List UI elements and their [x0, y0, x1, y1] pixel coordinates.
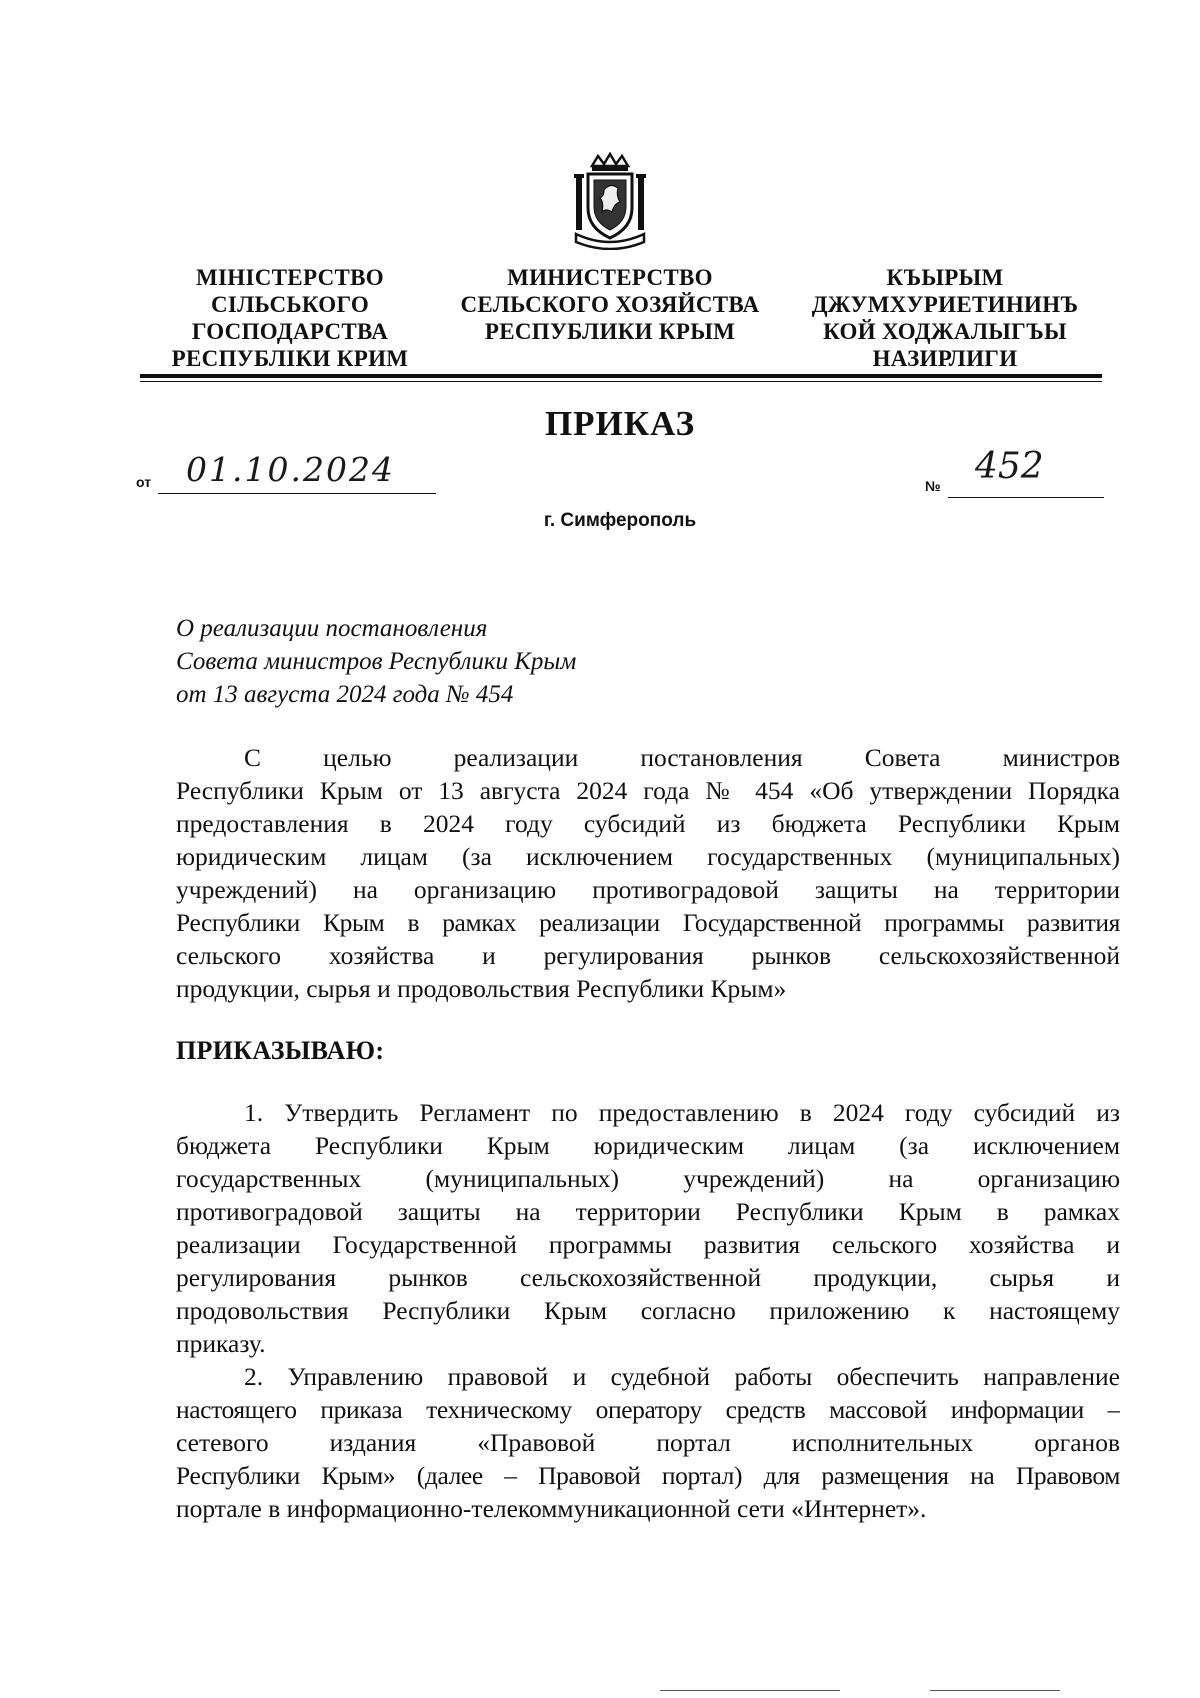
- paragraph-line: регулирования рынков сельскохозяйственной продукции, сырья и: [176, 1263, 1120, 1292]
- ministry-name-crimean-tatar: [800, 264, 1090, 372]
- ministry-ua-line: ГОСПОДАРСТВА: [191, 319, 389, 344]
- paragraph-line: сетевого издания «Правовой портал исполнительных органов: [176, 1428, 1120, 1457]
- ministry-ru-line: СЕЛЬСКОГО ХОЗЯЙСТВА: [460, 292, 760, 317]
- paragraph-line: продовольствия Республики Крым согласно приложению к настоящему: [176, 1296, 1120, 1325]
- subject-line: от 13 августа 2024 года № 454: [176, 681, 514, 708]
- date-underline: [158, 493, 436, 494]
- paragraph-line: предоставления в 2024 году субсидий из бюджета Республики Крым: [176, 809, 1120, 838]
- paragraph-line: бюджета Республики Крым юридическим лицам (за исключением: [176, 1131, 1120, 1160]
- ministry-ua-line: МІНІСТЕРСТВО: [196, 265, 384, 290]
- paragraph-line: сельского хозяйства и регулирования рынков сельскохозяйственной: [176, 941, 1120, 970]
- paragraph-line: приказу.: [176, 1329, 266, 1358]
- paragraph-line: учреждений) на организацию противоградовой защиты на территории: [176, 875, 1120, 904]
- footer-rule: [930, 1690, 1060, 1691]
- paragraph-line: Республики Крым в рамках реализации Государственной программы развития: [176, 908, 1120, 937]
- footer-rule: [660, 1690, 840, 1691]
- ministry-name-russian: [455, 264, 765, 345]
- ministry-ct-line: ДЖУМХУРИЕТИНИНЪ: [811, 292, 1079, 317]
- paragraph-line: реализации Государственной программы развития сельского хозяйства и: [176, 1230, 1120, 1259]
- header-divider-thin: [140, 381, 1102, 382]
- order-item-1: [176, 1096, 1120, 1360]
- header-divider-thick: [140, 374, 1102, 378]
- coat-of-arms-emblem: [570, 152, 650, 250]
- ministry-ua-line: СІЛЬСЬКОГО: [210, 292, 370, 317]
- number-label: №: [925, 478, 941, 494]
- document-title: ПРИКАЗ: [544, 404, 696, 443]
- ministry-ua-line: РЕСПУБЛІКИ КРИМ: [171, 346, 409, 371]
- paragraph-line: юридическим лицам (за исключением государственных (муниципальных): [176, 842, 1120, 871]
- city-name: г. Симферополь: [543, 510, 697, 531]
- date-label: от: [136, 474, 152, 490]
- paragraph-line: противоградовой защиты на территории Республики Крым в рамках: [176, 1197, 1120, 1226]
- paragraph-line: Республики Крым» (далее – Правовой портал) для размещения на Правовом: [176, 1461, 1120, 1490]
- ministry-ct-line: КОЙ ХОДЖАЛЫГЪЫ: [823, 319, 1067, 344]
- paragraph-line: 1. Утвердить Регламент по предоставлению в 2024 году субсидий из: [244, 1098, 1120, 1127]
- order-heading: ПРИКАЗЫВАЮ:: [176, 1036, 385, 1065]
- subject-line: О реализации постановления: [176, 615, 488, 642]
- date-value-handwritten: 01.10.2024: [186, 450, 395, 489]
- preamble-paragraph: [176, 741, 1120, 1005]
- paragraph-line: С целью реализации постановления Совета министров: [244, 743, 1120, 772]
- number-underline: [948, 497, 1104, 498]
- ministry-name-ukrainian: [160, 264, 420, 372]
- subject-line: Совета министров Республики Крым: [176, 648, 577, 675]
- ministry-ru-line: РЕСПУБЛИКИ КРЫМ: [484, 319, 736, 344]
- order-item-2: [176, 1360, 1120, 1525]
- number-value-handwritten: 452: [975, 446, 1044, 487]
- paragraph-line: портале в информационно-телекоммуникационной сети «Интернет».: [176, 1494, 927, 1523]
- ministry-ru-line: МИНИСТЕРСТВО: [507, 265, 713, 290]
- paragraph-line: Республики Крым от 13 августа 2024 года № 454 «Об утверждении Порядка: [176, 776, 1120, 805]
- paragraph-line: продукции, сырья и продовольствия Республики Крым»: [176, 974, 787, 1003]
- ministry-ct-line: КЪЫРЫМ: [886, 265, 1004, 290]
- paragraph-line: государственных (муниципальных) учреждений) на организацию: [176, 1164, 1120, 1193]
- document-subject: [176, 612, 576, 711]
- ministry-ct-line: НАЗИРЛИГИ: [872, 346, 1018, 371]
- paragraph-line: настоящего приказа техническому оператору средств массовой информации –: [176, 1395, 1120, 1424]
- paragraph-line: 2. Управлению правовой и судебной работы обеспечить направление: [244, 1362, 1120, 1391]
